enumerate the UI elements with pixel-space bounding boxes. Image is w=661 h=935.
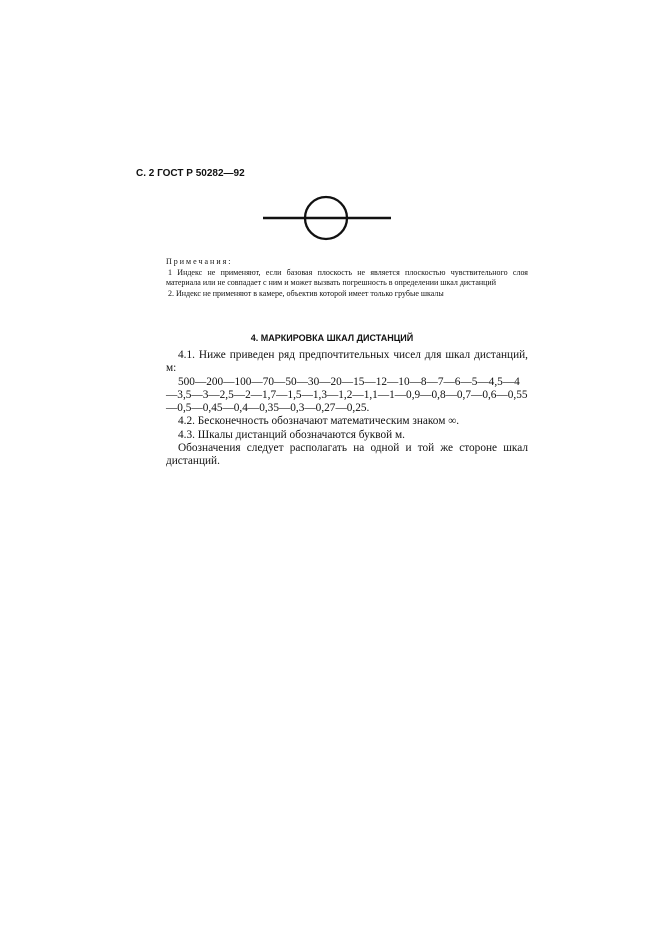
preferred-numbers: 500—200—100—70—50—30—20—15—12—10—8—7—6—5—4,5—4—3,5—3—2,5—2—1,7—1,5—1,3—1,2—1,1—1—0,9—0,8—0,7—0,6—0,55—0,5—0,45—0,4—0,35—0,3—0,27—0,25. [166,375,528,415]
page-header: С. 2 ГОСТ Р 50282—92 [136,168,245,179]
index-symbol-figure [263,193,393,243]
paragraph-4-1: 4.1. Ниже приведен ряд предпочтительных чисел для шкал дистанций, м: [166,349,528,375]
note-2: 2. Индекс не применяют в камере, объектив которой имеет только грубые шкалы [168,288,444,298]
section-body [166,349,528,469]
paragraph-4-2: 4.2. Бесконечность обозначают математическим знаком ∞. [178,415,460,428]
paragraph-placement: Обозначения следует располагать на одной и той же стороне шкал дистанций. [166,442,528,468]
notes-title: Примечания: [166,257,233,266]
note-1: 1 Индекс не применяют, если базовая плоскость не является плоскостью чувствительного слоя материала или не совпадает с ним и может вызвать погрешность в определении шкал дистанций [166,267,528,287]
section-title: 4. МАРКИРОВКА ШКАЛ ДИСТАНЦИЙ [250,333,414,343]
paragraph-4-3: 4.3. Шкалы дистанций обозначаются буквой м. [178,428,405,441]
notes-block [166,257,528,299]
